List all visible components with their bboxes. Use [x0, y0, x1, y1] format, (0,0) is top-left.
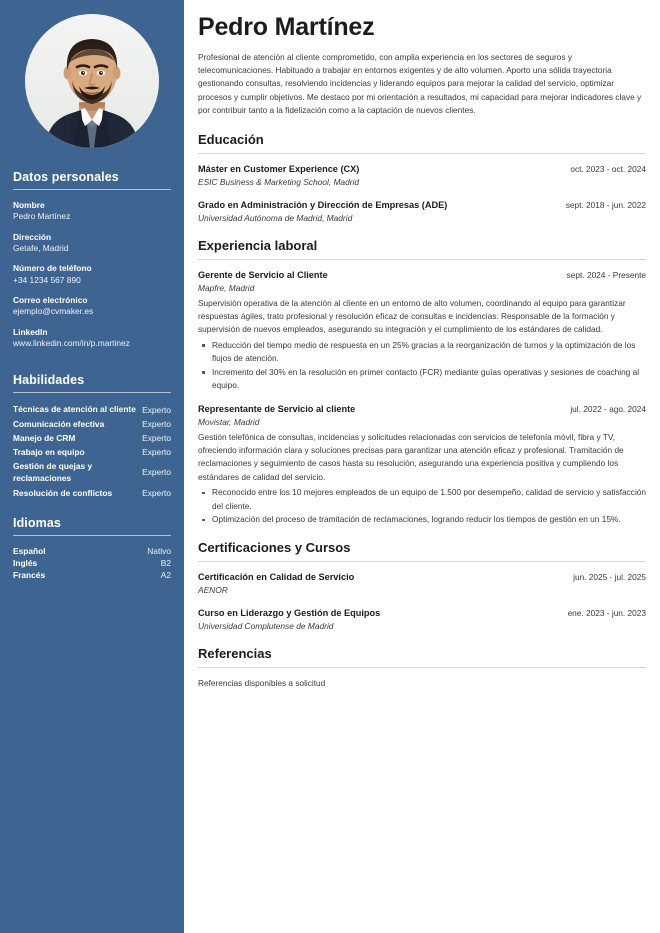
contact-value: Getafe, Madrid — [13, 243, 69, 254]
education-entry — [198, 163, 646, 189]
bullet-item: Incremento del 30% en la resolución en primer contacto (FCR) mediante guías operativas y sesiones de coaching al equipo. — [198, 366, 646, 393]
entry-subtitle: Universidad Complutense de Madrid — [198, 620, 334, 631]
contact-label: Dirección — [13, 231, 52, 242]
entry-description: Gestión telefónica de consultas, incidencias y solicitudes relacionadas con servicios de telefonía móvil, fibra y TV, ofreciendo información clara y soluciones precisas para garantizar una atención eficaz y profesional. Tramitación de reclamaciones y seguimiento de casos hasta su resolución, asegurando una experiencia positiva y cumpliendo los estándares de calidad del servicio. — [198, 431, 624, 482]
certification-entry — [198, 607, 646, 633]
section-references — [198, 646, 646, 690]
sidebar-heading-skills: Habilidades — [13, 373, 85, 388]
contact-value-email[interactable]: ejemplo@cvmaker.es — [13, 306, 94, 317]
bullet-item: Optimización del proceso de tramitación de reclamaciones, logrando reducir los tiempos de gestión en un 15%. — [198, 513, 646, 526]
skill-level: Experto — [142, 432, 171, 443]
language-item — [13, 558, 171, 568]
entry-date: jul. 2022 - ago. 2024 — [570, 403, 646, 414]
contact-label: Número de teléfono — [13, 263, 92, 274]
divider — [198, 667, 646, 668]
section-heading-references: Referencias — [198, 645, 272, 661]
skill-name: Trabajo en equipo — [13, 447, 85, 457]
profile-photo-icon — [25, 14, 159, 148]
divider — [198, 153, 646, 154]
entry-header — [198, 269, 646, 282]
contact-value: Pedro Martínez — [13, 211, 71, 222]
experience-entry — [198, 403, 646, 527]
contact-value-linkedin[interactable]: www.linkedin.com/in/p.martinez — [13, 338, 130, 349]
entry-subtitle: Universidad Autónoma de Madrid, Madrid — [198, 212, 353, 223]
language-name: Francés — [13, 569, 46, 580]
skill-name: Resolución de conflictos — [13, 487, 113, 498]
entry-subtitle: Movistar, Madrid — [198, 416, 260, 427]
skill-level: Experto — [142, 447, 171, 458]
skill-item — [13, 460, 171, 484]
sidebar-heading-personal: Datos personales — [13, 170, 119, 184]
language-level: B2 — [160, 557, 171, 568]
section-education — [198, 132, 646, 225]
education-entry — [198, 199, 646, 225]
divider — [198, 561, 646, 562]
section-experience — [198, 238, 646, 527]
page-title: Pedro Martínez — [198, 13, 375, 41]
skill-item — [13, 446, 171, 458]
entry-date: sept. 2018 - jun. 2022 — [565, 199, 646, 210]
skill-level: Experto — [142, 467, 171, 478]
divider — [13, 535, 171, 536]
spacer — [13, 501, 171, 510]
skill-level: Experto — [142, 487, 171, 498]
contact-label: Correo electrónico — [13, 295, 88, 306]
section-languages — [13, 516, 171, 580]
sidebar — [0, 0, 184, 933]
skill-name: Gestión de quejas y reclamaciones — [13, 461, 93, 484]
entry-title: Certificación en Calidad de Servicio — [198, 571, 355, 582]
contact-field-telefono — [13, 263, 171, 286]
entry-header — [198, 571, 646, 584]
skill-level: Experto — [142, 418, 171, 429]
language-item — [13, 570, 171, 580]
language-level: A2 — [160, 569, 171, 580]
entry-header — [198, 199, 646, 212]
entry-subtitle: AENOR — [198, 584, 228, 595]
entry-header — [198, 403, 646, 416]
contact-field-linkedin — [13, 327, 171, 350]
entry-subtitle: Mapfre, Madrid — [198, 282, 255, 293]
entry-date: jun. 2025 - jul. 2025 — [573, 571, 646, 582]
bullet-item: Reconocido entre los 10 mejores empleados de un equipo de 1.500 por desempeño, calidad de servicio y satisfacción del cliente. — [198, 486, 646, 513]
contact-label: LinkedIn — [13, 326, 48, 337]
section-heading-certifications: Certificaciones y Cursos — [198, 539, 351, 555]
section-heading-experience: Experiencia laboral — [198, 237, 318, 253]
sidebar-heading-languages: Idiomas — [13, 515, 61, 530]
skill-item — [13, 432, 171, 444]
entry-title: Gerente de Servicio al Cliente — [198, 269, 328, 280]
profile-summary: Profesional de atención al cliente comprometido, con amplia experiencia en los sectores de seguros y telecomunicaciones. Habituado a trabajar en entornos exigentes y de alto volumen. Aporto una sólida trayectoria gestionando consultas, resolviendo incidencias y liderando equipos para mejorar la calidad del servicio, optimizar procesos y cumplir objetivos. Me destaco por mi orientación a resultados, mi capacidad para mejorar indicadores clave y por contribuir tanto a la fidelización como a la captación de nuevos clientes. — [198, 51, 642, 116]
skill-name: Técnicas de atención al cliente — [13, 404, 136, 415]
contact-value: +34 1234 567 890 — [13, 274, 81, 285]
entry-bullets — [198, 339, 646, 393]
entry-title: Máster en Customer Experience (CX) — [198, 163, 360, 174]
language-item — [13, 546, 171, 556]
bullet-item: Reducción del tiempo medio de respuesta en un 25% gracias a la reorganización de turnos y la optimización de los flujos de atención. — [198, 339, 646, 366]
photo-container — [13, 0, 171, 164]
entry-header — [198, 607, 646, 620]
section-certifications — [198, 540, 646, 633]
entry-title: Curso en Liderazgo y Gestión de Equipos — [198, 607, 381, 618]
contact-field-email — [13, 295, 171, 318]
contact-field-nombre — [13, 200, 171, 223]
experience-entry — [198, 269, 646, 393]
divider — [13, 392, 171, 393]
contact-label: Nombre — [13, 200, 45, 210]
skill-name: Comunicación efectiva — [13, 418, 105, 429]
entry-header — [198, 163, 646, 176]
spacer — [13, 358, 171, 367]
entry-date: ene. 2023 - jun. 2023 — [567, 607, 646, 618]
language-name: Inglés — [13, 557, 38, 568]
avatar — [25, 14, 159, 148]
entry-bullets — [198, 486, 646, 526]
main-content — [184, 0, 660, 933]
entry-title: Grado en Administración y Dirección de Empresas (ADE) — [198, 199, 448, 210]
skill-item — [13, 487, 171, 499]
references-text: Referencias disponibles a solicitud — [198, 677, 326, 688]
skill-item — [13, 403, 171, 415]
entry-subtitle: ESIC Business & Marketing School, Madrid — [198, 177, 360, 188]
language-level: Nativo — [147, 545, 171, 556]
section-personal-details — [13, 170, 171, 349]
skill-item — [13, 418, 171, 430]
divider — [198, 259, 646, 260]
language-name: Español — [13, 545, 46, 556]
skill-name: Manejo de CRM — [13, 432, 76, 443]
section-heading-education: Educación — [198, 131, 264, 147]
section-skills — [13, 373, 171, 498]
contact-field-direccion — [13, 232, 171, 255]
entry-date: sept. 2024 - Presente — [566, 269, 646, 280]
skill-level: Experto — [142, 404, 171, 415]
entry-description: Supervisión operativa de la atención al cliente en un entorno de alto volumen, coordinando al equipo para garantizar respuestas ágiles, trato profesional y resolución eficaz de consultas e incidencias. Responsable de la formación y supervisión de nuevos empleados, asegurando su integración y el cumplimiento de los estándares de calidad. — [198, 297, 626, 335]
entry-date: oct. 2023 - oct. 2024 — [570, 163, 646, 174]
entry-title: Representante de Servicio al cliente — [198, 403, 356, 414]
certification-entry — [198, 571, 646, 597]
divider — [13, 189, 171, 190]
